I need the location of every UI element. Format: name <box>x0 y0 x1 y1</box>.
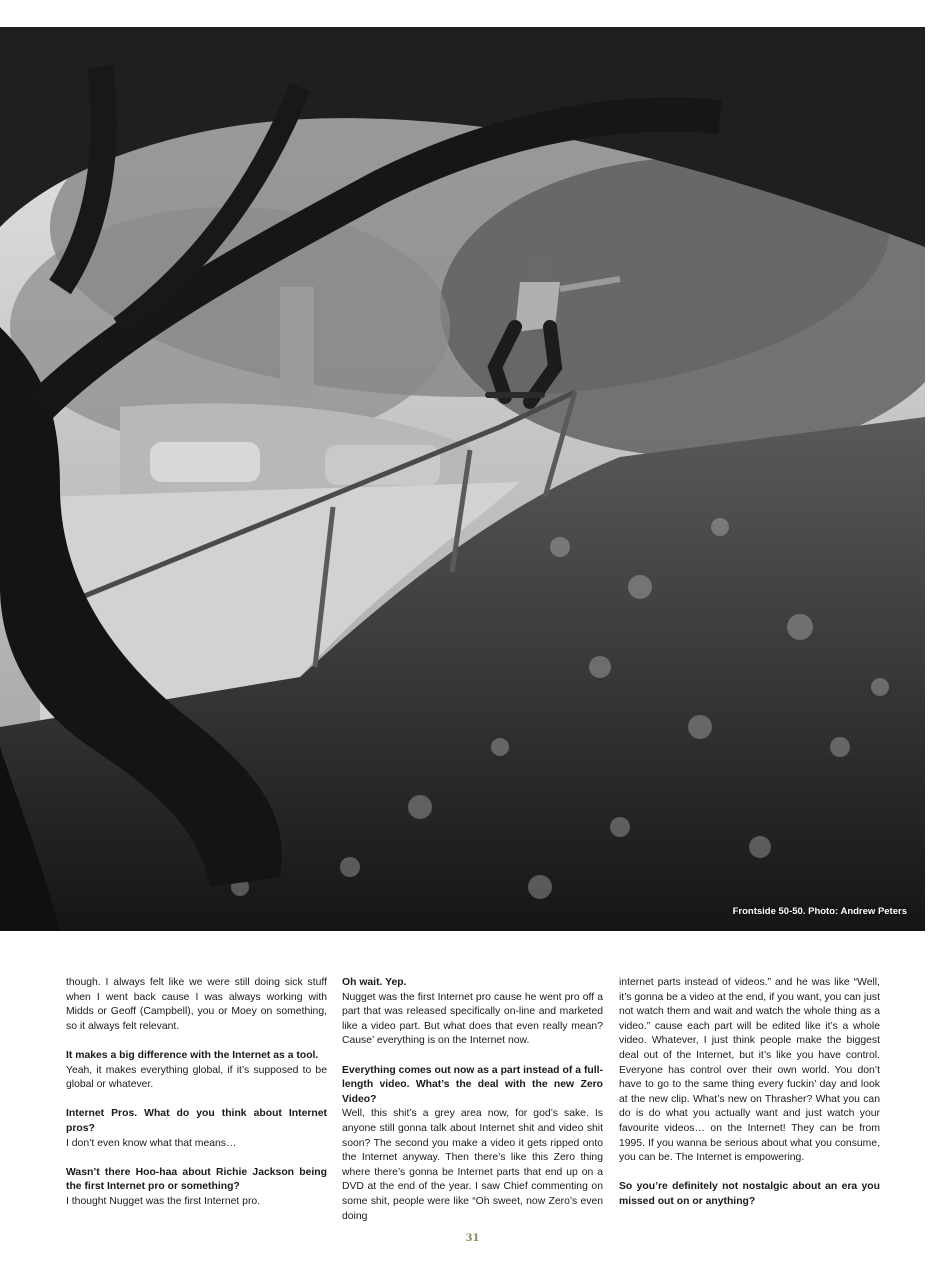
answer: Nugget was the first Internet pro cause he went pro off a part that was released specifically on-line and marketed like a video part. But what does that even really mean? Cause’ everything is on the Internet now. <box>342 991 603 1047</box>
answer: Well, this shit’s a grey area now, for god’s sake. Is anyone still gonna talk about Internet shit and video shit soon? The second you make a video it gets ripped onto the Internet anyway. Then there’s like this Zero thing where there’s gonna be Internet parts that end up on a DVD at the end of the year. I saw Chief commenting on some shit, people were like “Oh sweet, now Zero’s even doing <box>342 1108 603 1222</box>
question: Internet Pros. What do you think about Internet pros? <box>66 1108 327 1134</box>
qa-block <box>342 1064 603 1225</box>
question: Oh wait. Yep. <box>342 977 407 988</box>
answer: I don’t even know what that means… <box>66 1137 237 1149</box>
page-number: 31 <box>465 1233 480 1244</box>
question: So you’re definitely not nostalgic about an era you missed out on or anything? <box>619 1181 880 1207</box>
answer-paragraph: internet parts instead of videos.” and he was like “Well, it’s gonna be a video at the end, if you want, you can just not watch them and wait and watch the whole thing as a video.” cause each part will be edited like it’s a whole video. Whatever, I just think people make the biggest deal out of the Internet, but it’s like you have control. Everyone has control over their own world. You don’t have to go to the same thing every fuckin’ day and look at the new clip. What’s new on Thrasher? What you can do is do what you actually want and just watch your favourite videos… on the Internet! They can be from 1995. If you wanna be serious about what you consume, you can be. The Internet is empowering. <box>619 977 880 1164</box>
answer-paragraph: though. I always felt like we were still doing sick stuff when I went back cause I was always working with Midds or Geoff (Campbell), you or Moey on something, so it always felt relevant. <box>66 977 327 1032</box>
qa-block <box>342 976 603 1049</box>
photo-illustration <box>0 27 925 931</box>
qa-block <box>66 1107 327 1151</box>
text-column-3 <box>619 976 880 1210</box>
main-photo <box>0 27 925 931</box>
text-column-2 <box>342 976 603 1224</box>
question: It makes a big difference with the Internet as a tool. <box>66 1049 319 1061</box>
photo-caption: Frontside 50-50. Photo: Andrew Peters <box>732 906 907 917</box>
question: Everything comes out now as a part instead of a full-length video. What’s the deal with the new Zero Video? <box>342 1064 603 1105</box>
qa-block <box>619 1180 880 1209</box>
answer: Yeah, it makes everything global, if it’s supposed to be global or whatever. <box>66 1064 327 1091</box>
qa-block <box>66 1049 327 1093</box>
text-column-1 <box>66 976 327 1210</box>
qa-block <box>66 1166 327 1210</box>
question: Wasn’t there Hoo-haa about Richie Jackson being the first Internet pro or something? <box>66 1166 327 1193</box>
answer: I thought Nugget was the first Internet pro. <box>66 1195 261 1207</box>
